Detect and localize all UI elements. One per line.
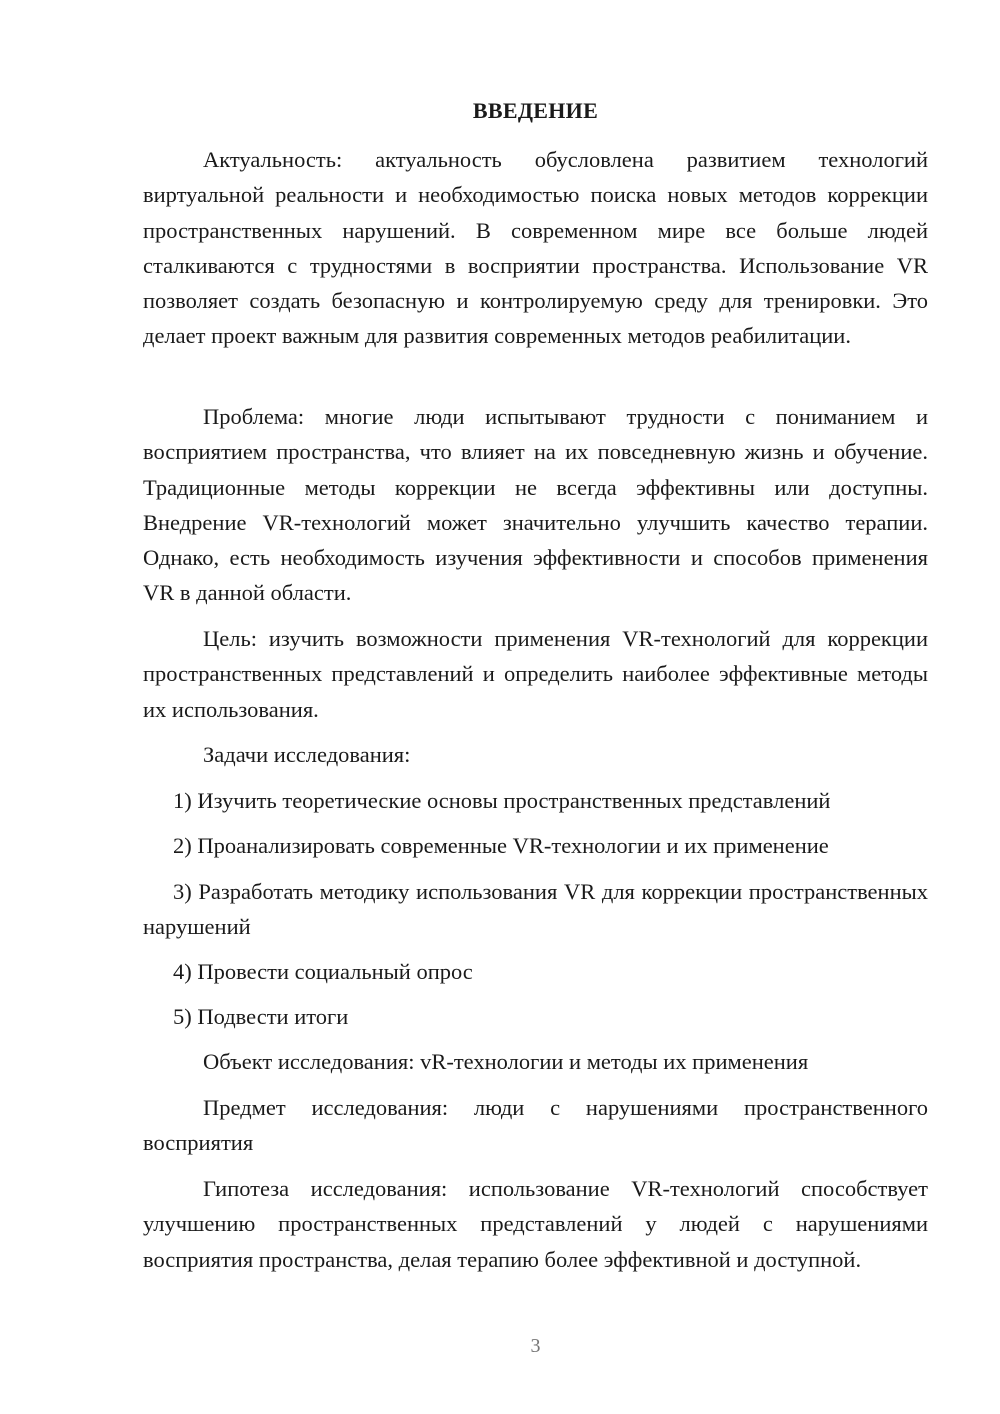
relevance-paragraph: Актуальность: актуальность обусловлена развитием технологий виртуальной реальности и необходимостью поиска новых методов коррекции пространственных нарушений. В современном мире все больше людей сталкиваются с трудностями в восприятии пространства. Использование VR позволяет создать безопасную и контролируемую среду для тренировки. Это делает проект важным для развития современных методов реабилитации.	[143, 147, 928, 349]
problem-paragraph: Проблема: многие люди испытывают трудности с пониманием и восприятием пространства, что влияет на их повседневную жизнь и обучение. Традиционные методы коррекции не всегда эффективны или доступны. Внедрение VR-технологий может значительно улучшить качество терапии. Однако, есть необходимость изучения эффективности и способов применения VR в данной области.	[143, 404, 928, 606]
subject-paragraph: Предмет исследования: люди с нарушениями пространственного восприятия	[143, 1095, 928, 1156]
task-item: 2) Проанализировать современные VR-технологии и их применение	[173, 833, 829, 858]
page-title: ВВЕДЕНИЕ	[472, 98, 599, 123]
task-item: 1) Изучить теоретические основы пространственных представлений	[173, 788, 831, 813]
goal-paragraph: Цель: изучить возможности применения VR-технологий для коррекции пространственных представлений и определить наиболее эффективные методы их использования.	[143, 626, 928, 722]
document-page	[143, 0, 928, 1414]
hypothesis-paragraph: Гипотеза исследования: использование VR-технологий способствует улучшению пространственных представлений у людей с нарушениями восприятия пространства, делая терапию более эффективной и доступной.	[143, 1176, 928, 1272]
tasks-heading: Задачи исследования:	[203, 742, 411, 767]
page-number: 3	[530, 1335, 541, 1357]
task-item: 3) Разработать методику использования VR для коррекции пространственных нарушений	[143, 879, 928, 940]
object-paragraph: Объект исследования: vR-технологии и методы их применения	[203, 1049, 809, 1074]
task-item: 5) Подвести итоги	[173, 1004, 349, 1029]
task-item: 4) Провести социальный опрос	[173, 959, 473, 984]
